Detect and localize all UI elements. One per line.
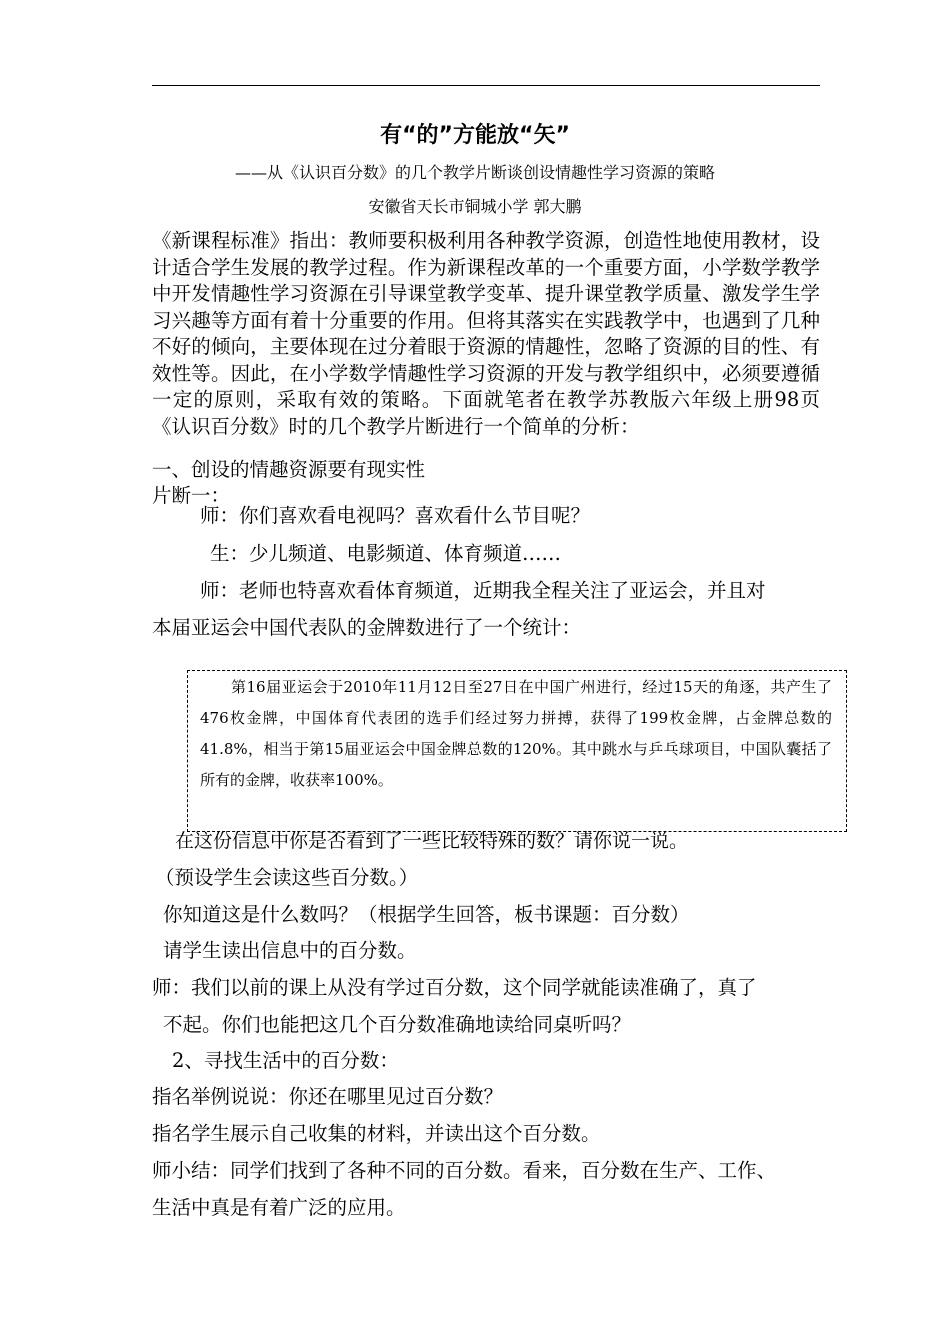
followup-line: 请学生读出信息中的百分数。	[163, 939, 417, 962]
document-subtitle: ——从《认识百分数》的几个教学片断谈创设情趣性学习资源的策略	[234, 163, 715, 182]
followup-line: 指名学生展示自己收集的材料，并读出这个百分数。	[152, 1122, 601, 1145]
dialogue-line: 生：少儿频道、电影频道、体育频道……	[210, 542, 562, 565]
dialogue-line: 本届亚运会中国代表队的金牌数进行了一个统计：	[152, 616, 582, 639]
followup-line: 不起。你们也能把这几个百分数准确地读给同桌听吗？	[163, 1013, 632, 1036]
followup-line: 指名举例说说：你还在哪里见过百分数？	[152, 1085, 504, 1108]
followup-line: 师小结：同学们找到了各种不同的百分数。看来，百分数在生产、工作、	[152, 1159, 777, 1182]
info-box-text: 第16届亚运会于2010年11月12日至27日在中国广州进行，经过15天的角逐，共产生了476枚金牌，中国体育代表团的选手们经过努力拼搏，获得了199枚金牌，占金牌总数的41.8%，相当于第15届亚运会中国金牌总数的120%。其中跳水与乒乓球项目，中国队囊括了所有的金牌，收获率100%。	[200, 678, 832, 789]
followup-line: 师：我们以前的课上从没有学过百分数，这个同学就能读准确了，真了	[152, 976, 757, 999]
intro-paragraph: 《新课程标准》指出：教师要积极利用各种教学资源，创造性地使用教材，设计适合学生发展的教学过程。作为新课程改革的一个重要方面，小学数学教学中开发情趣性学习资源在引导课堂教学变革、提升课堂教学质量、激发学生学习兴趣等方面有着十分重要的作用。但将其落实在实践教学中，也遇到了几种不好的倾向，主要体现在过分着眼于资源的情趣性，忽略了资源的目的性、有效性等。因此，在小学数学情趣性学习资源的开发与教学组织中，必须要遵循一定的原则，采取有效的策略。下面就笔者在教学苏教版六年级上册98页《认识百分数》时的几个教学片断进行一个简单的分析：	[152, 229, 820, 438]
header-rule	[152, 85, 820, 86]
followup-line: 生活中真是有着广泛的应用。	[152, 1196, 406, 1219]
dialogue-line: 师：你们喜欢看电视吗？喜欢看什么节目呢？	[200, 504, 591, 527]
followup-line: 在这份信息中你是否看到了一些比较特殊的数？请你说一说。	[175, 830, 689, 852]
document-title: 有“的”方能放“矢”	[380, 123, 570, 148]
subsection-heading: 2、寻找生活中的百分数：	[172, 1049, 399, 1072]
section-heading: 一、创设的情趣资源要有现实性	[152, 458, 426, 481]
followup-line: （预设学生会读这些百分数。）	[155, 866, 419, 889]
dialogue-line: 师：老师也特喜欢看体育频道，近期我全程关注了亚运会，并且对	[200, 579, 766, 602]
followup-line: 你知道这是什么数吗？（根据学生回答，板书课题：百分数）	[163, 903, 690, 926]
fragment-label: 片断一：	[152, 484, 231, 507]
author-line: 安徽省天长市铜城小学 郭大鹏	[368, 197, 582, 216]
